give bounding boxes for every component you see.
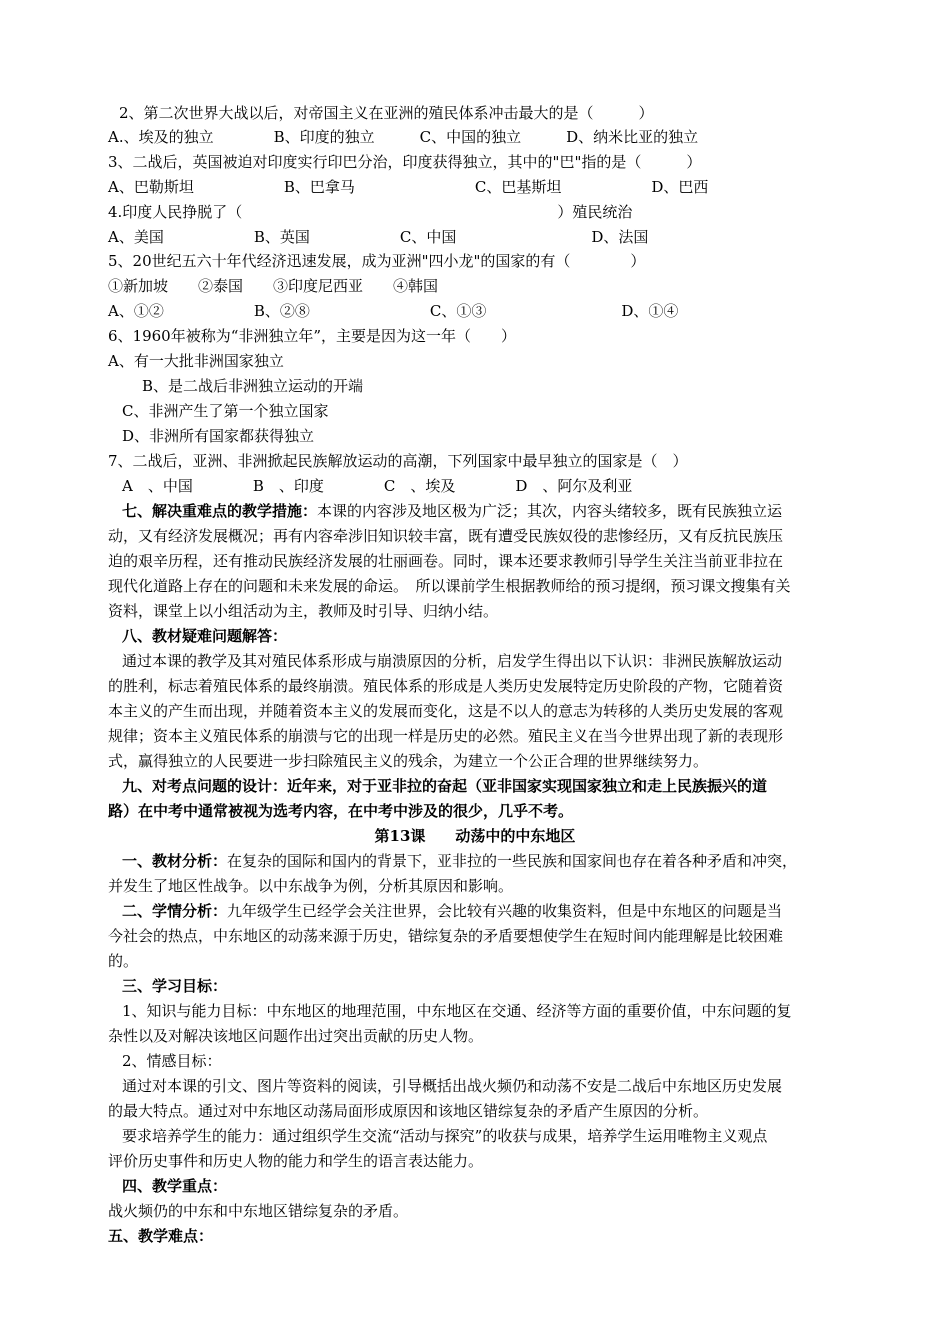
question-2-options: A.、埃及的独立 B、印度的独立 C、中国的独立 D、纳米比亚的独立	[108, 128, 699, 146]
lesson-section-3-heading: 三、学习目标：	[122, 977, 228, 995]
question-6-option-b: B、是二战后非洲独立运动的开端	[142, 377, 364, 395]
section-8-line: 本主义的产生而出现，并随着资本主义的发展而变化，这是不以人的意志为转移的人类历史发展的客观	[108, 702, 784, 720]
lesson-section-3-line: 2、情感目标：	[122, 1052, 222, 1070]
lesson-section-1-line: 并发生了地区性战争。以中东战争为例，分析其原因和影响。	[108, 877, 514, 895]
section-7-paragraph: 七、解决重难点的教学措施：本课的内容涉及地区极为广泛；其次，内容头绪较多，既有民族独立运	[122, 502, 783, 520]
section-9-line: 路）在中考中通常被视为选考内容，在中考中涉及的很少，几乎不考。	[108, 802, 574, 820]
lesson-section-2-line: 今社会的热点，中东地区的动荡来源于历史，错综复杂的矛盾要想使学生在短时间内能理解是比较困难	[108, 927, 784, 945]
section-8-line: 通过本课的教学及其对殖民体系形成与崩溃原因的分析，启发学生得出以下认识：非洲民族解放运动	[122, 652, 783, 670]
lesson-section-2: 二、学情分析：九年级学生已经学会关注世界，会比较有兴趣的收集资料，但是中东地区的问题是当	[122, 902, 783, 920]
question-6: 6、1960年被称为“非洲独立年”，主要是因为这一年（ ）	[108, 327, 517, 345]
question-7-options: A 、中国 B 、印度 C 、埃及 D 、阿尔及利亚	[122, 477, 633, 495]
lesson-section-3-line: 杂性以及对解决该地区问题作出过突出贡献的历史人物。	[108, 1027, 484, 1045]
question-5-items: ①新加坡 ②泰国 ③印度尼西亚 ④韩国	[108, 277, 439, 295]
lesson-section-3-line: 评价历史事件和历史人物的能力和学生的语言表达能力。	[108, 1152, 484, 1170]
section-8-heading: 八、教材疑难问题解答：	[122, 627, 288, 645]
section-9-line: 九、对考点问题的设计：近年来，对于亚非拉的奋起（亚非国家实现国家独立和走上民族振兴的道	[122, 777, 768, 795]
question-5-options: A、①② B、②⑧ C、①③ D、①④	[108, 302, 679, 320]
lesson-section-1-heading: 一、教材分析：	[122, 852, 228, 870]
question-2: 2、第二次世界大战以后，对帝国主义在亚洲的殖民体系冲击最大的是（ ）	[119, 104, 654, 122]
question-6-option-a: A、有一大批非洲国家独立	[108, 352, 284, 370]
question-7: 7、二战后，亚洲、非洲掀起民族解放运动的高潮，下列国家中最早独立的国家是（ ）	[108, 452, 688, 470]
lesson-section-3-line: 要求培养学生的能力：通过组织学生交流“活动与探究”的收获与成果，培养学生运用唯物主义观点	[122, 1127, 768, 1145]
lesson-section-4-line: 战火频仍的中东和中东地区错综复杂的矛盾。	[108, 1202, 409, 1220]
section-8-line: 规律；资本主义殖民体系的崩溃与它的出现一样是历史的必然。殖民主义在当今世界出现了新的表现形	[108, 727, 784, 745]
section-7-line: 迫的艰辛历程，还有推动民族经济发展的壮丽画卷。同时，课本还要求教师引导学生关注当前亚非拉在	[108, 552, 784, 570]
question-3: 3、二战后，英国被迫对印度实行印巴分治，印度获得独立，其中的"巴"指的是（ ）	[108, 153, 702, 171]
question-6-option-d: D、非洲所有国家都获得独立	[122, 427, 315, 445]
section-7-line: 现代化道路上存在的问题和未来发展的命运。 所以课前学生根据教师给的预习提纲，预习课文搜集有关	[108, 577, 791, 595]
section-8-line: 式，赢得独立的人民要进一步扫除殖民主义的残余，为建立一个公正合理的世界继续努力。	[108, 752, 709, 770]
section-7-line: 资料，课堂上以小组活动为主，教师及时引导、归纳小结。	[108, 602, 499, 620]
section-8-line: 的胜利，标志着殖民体系的最终崩溃。殖民体系的形成是人类历史发展特定历史阶段的产物，它随着资	[108, 677, 784, 695]
lesson-section-2-heading: 二、学情分析：	[122, 902, 228, 920]
question-4-options: A、美国 B、英国 C、中国 D、法国	[108, 228, 649, 246]
lesson-section-3-line: 1、知识与能力目标：中东地区的地理范围，中东地区在交通、经济等方面的重要价值，中东问题的复	[122, 1002, 792, 1020]
question-4: 4.印度人民挣脱了（ ）殖民统治	[108, 203, 633, 221]
section-7-line: 动，又有经济发展概况；再有内容牵涉旧知识较丰富，既有遭受民族奴役的悲惨经历，又有反抗民族压	[108, 527, 784, 545]
lesson-section-4-heading: 四、教学重点：	[122, 1177, 228, 1195]
lesson-section-2-line: 的。	[108, 952, 139, 970]
lesson-section-1: 一、教材分析：在复杂的国际和国内的背景下，亚非拉的一些民族和国家间也存在着各种矛盾和冲突，	[122, 852, 798, 870]
lesson-title: 第13课 动荡中的中东地区	[374, 827, 576, 845]
lesson-section-3-line: 通过对本课的引文、图片等资料的阅读，引导概括出战火频仍和动荡不安是二战后中东地区历史发展	[122, 1077, 783, 1095]
lesson-section-5-heading: 五、教学难点：	[108, 1227, 214, 1245]
lesson-section-3-line: 的最大特点。通过对中东地区动荡局面形成原因和该地区错综复杂的矛盾产生原因的分析。	[108, 1102, 709, 1120]
question-5: 5、20世纪五六十年代经济迅速发展，成为亚洲"四小龙"的国家的有（ ）	[108, 252, 646, 270]
question-6-option-c: C、非洲产生了第一个独立国家	[122, 402, 329, 420]
question-3-options: A、巴勒斯坦 B、巴拿马 C、巴基斯坦 D、巴西	[108, 178, 709, 196]
section-7-heading: 七、解决重难点的教学措施：	[122, 502, 318, 520]
